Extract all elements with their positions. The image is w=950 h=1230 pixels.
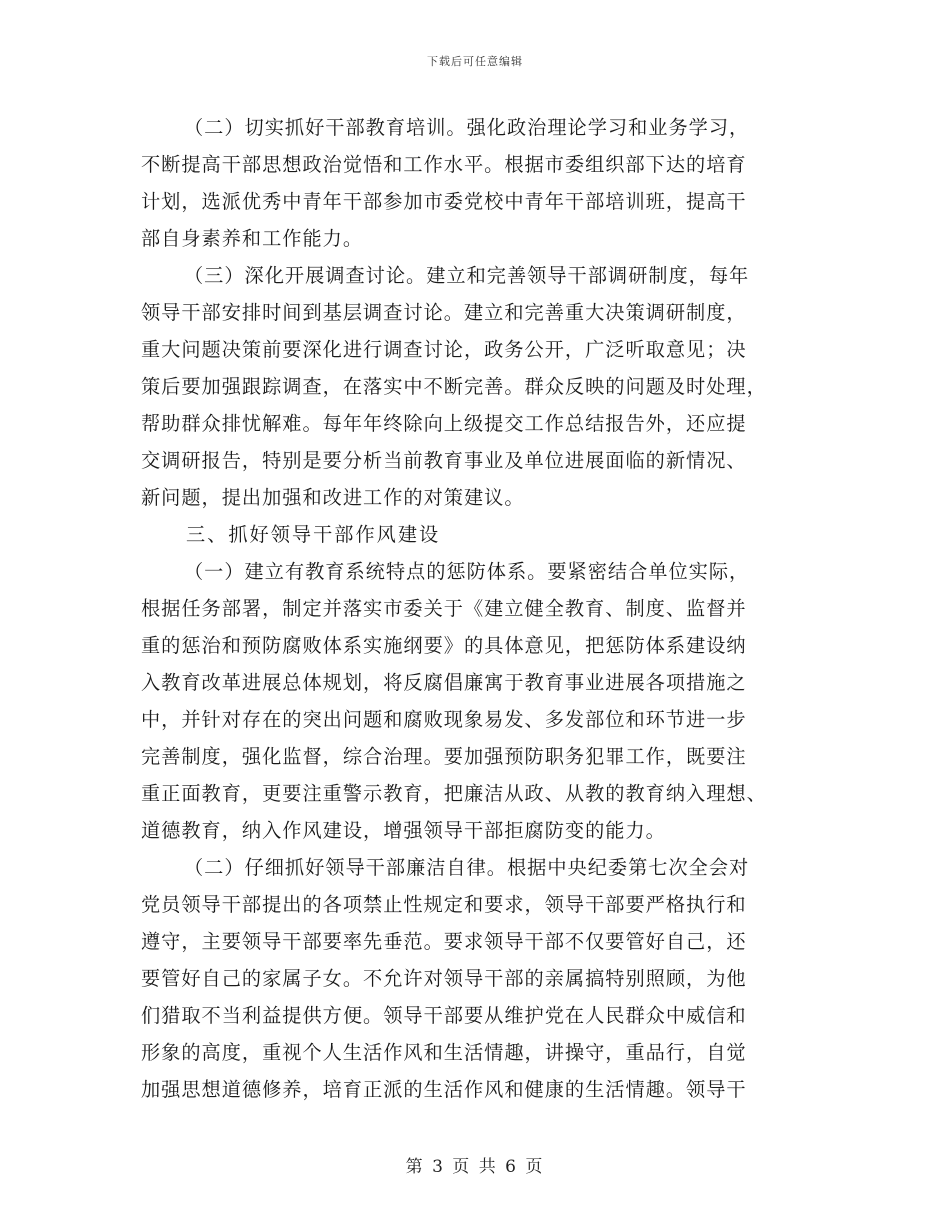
paragraph-line: 要管好自己的家属子女。不允许对领导干部的亲属搞特别照顾，为他 xyxy=(141,967,747,990)
paragraph-line: （三）深化开展调查讨论。建立和完善领导干部调研制度，每年 xyxy=(184,264,750,287)
paragraph-line: 加强思想道德修养，培育正派的生活作风和健康的生活情趣。领导干 xyxy=(141,1078,747,1101)
paragraph-line: 党员领导干部提出的各项禁止性规定和要求，领导干部要严格执行和 xyxy=(141,893,747,916)
paragraph-line: 形象的高度，重视个人生活作风和生活情趣，讲操守，重品行，自觉 xyxy=(141,1041,747,1064)
paragraph-line: （二）仔细抓好领导干部廉洁自律。根据中央纪委第七次全会对 xyxy=(184,856,750,879)
paragraph-line: 根据任务部署，制定并落实市委关于《建立健全教育、制度、监督并 xyxy=(141,597,747,620)
section-heading: 三、抓好领导干部作风建设 xyxy=(186,523,441,546)
paragraph-line: 重的惩治和预防腐败体系实施纲要》的具体意见，把惩防体系建设纳 xyxy=(141,634,747,657)
paragraph-line: 道德教育，纳入作风建设，增强领导干部拒腐防变的能力。 xyxy=(141,819,666,842)
paragraph-line: 计划，选派优秀中青年干部参加市委党校中青年干部培训班，提高干 xyxy=(141,190,747,213)
paragraph-line: 不断提高干部思想政治觉悟和工作水平。根据市委组织部下达的培育 xyxy=(141,153,747,176)
paragraph-line: 完善制度，强化监督，综合治理。要加强预防职务犯罪工作，既要注 xyxy=(141,745,747,768)
paragraph-line: 交调研报告，特别是要分析当前教育事业及单位进展面临的新情况、 xyxy=(141,449,747,472)
paragraph-line: 重大问题决策前要深化进行调查讨论，政务公开，广泛听取意见；决 xyxy=(141,338,747,361)
paragraph-line: 重正面教育，更要注重警示教育，把廉洁从政、从教的教育纳入理想、 xyxy=(141,782,767,805)
paragraph-line: （一）建立有教育系统特点的惩防体系。要紧密结合单位实际， xyxy=(184,560,750,583)
paragraph-line: 领导干部安排时间到基层调查讨论。建立和完善重大决策调研制度， xyxy=(141,301,747,324)
paragraph-line: 策后要加强跟踪调查，在落实中不断完善。群众反映的问题及时处理， xyxy=(141,375,767,398)
paragraph-line: 遵守，主要领导干部要率先垂范。要求领导干部不仅要管好自己，还 xyxy=(141,930,747,953)
paragraph-line: 们猎取不当利益提供方便。领导干部要从维护党在人民群众中威信和 xyxy=(141,1004,747,1027)
paragraph-line: 入教育改革进展总体规划，将反腐倡廉寓于教育事业进展各项措施之 xyxy=(141,671,747,694)
paragraph-line: 帮助群众排忧解难。每年年终除向上级提交工作总结报告外，还应提 xyxy=(141,412,747,435)
page-number: 第 3 页 共 6 页 xyxy=(405,1157,545,1177)
document-body xyxy=(141,109,796,1108)
paragraph-line: 新问题，提出加强和改进工作的对策建议。 xyxy=(141,486,525,509)
paragraph-line: （二）切实抓好干部教育培训。强化政治理论学习和业务学习， xyxy=(184,116,750,139)
paragraph-line: 中，并针对存在的突出问题和腐败现象易发、多发部位和环节进一步 xyxy=(141,708,747,731)
download-note: 下载后可任意编辑 xyxy=(427,55,523,68)
paragraph-line: 部自身素养和工作能力。 xyxy=(141,227,364,250)
